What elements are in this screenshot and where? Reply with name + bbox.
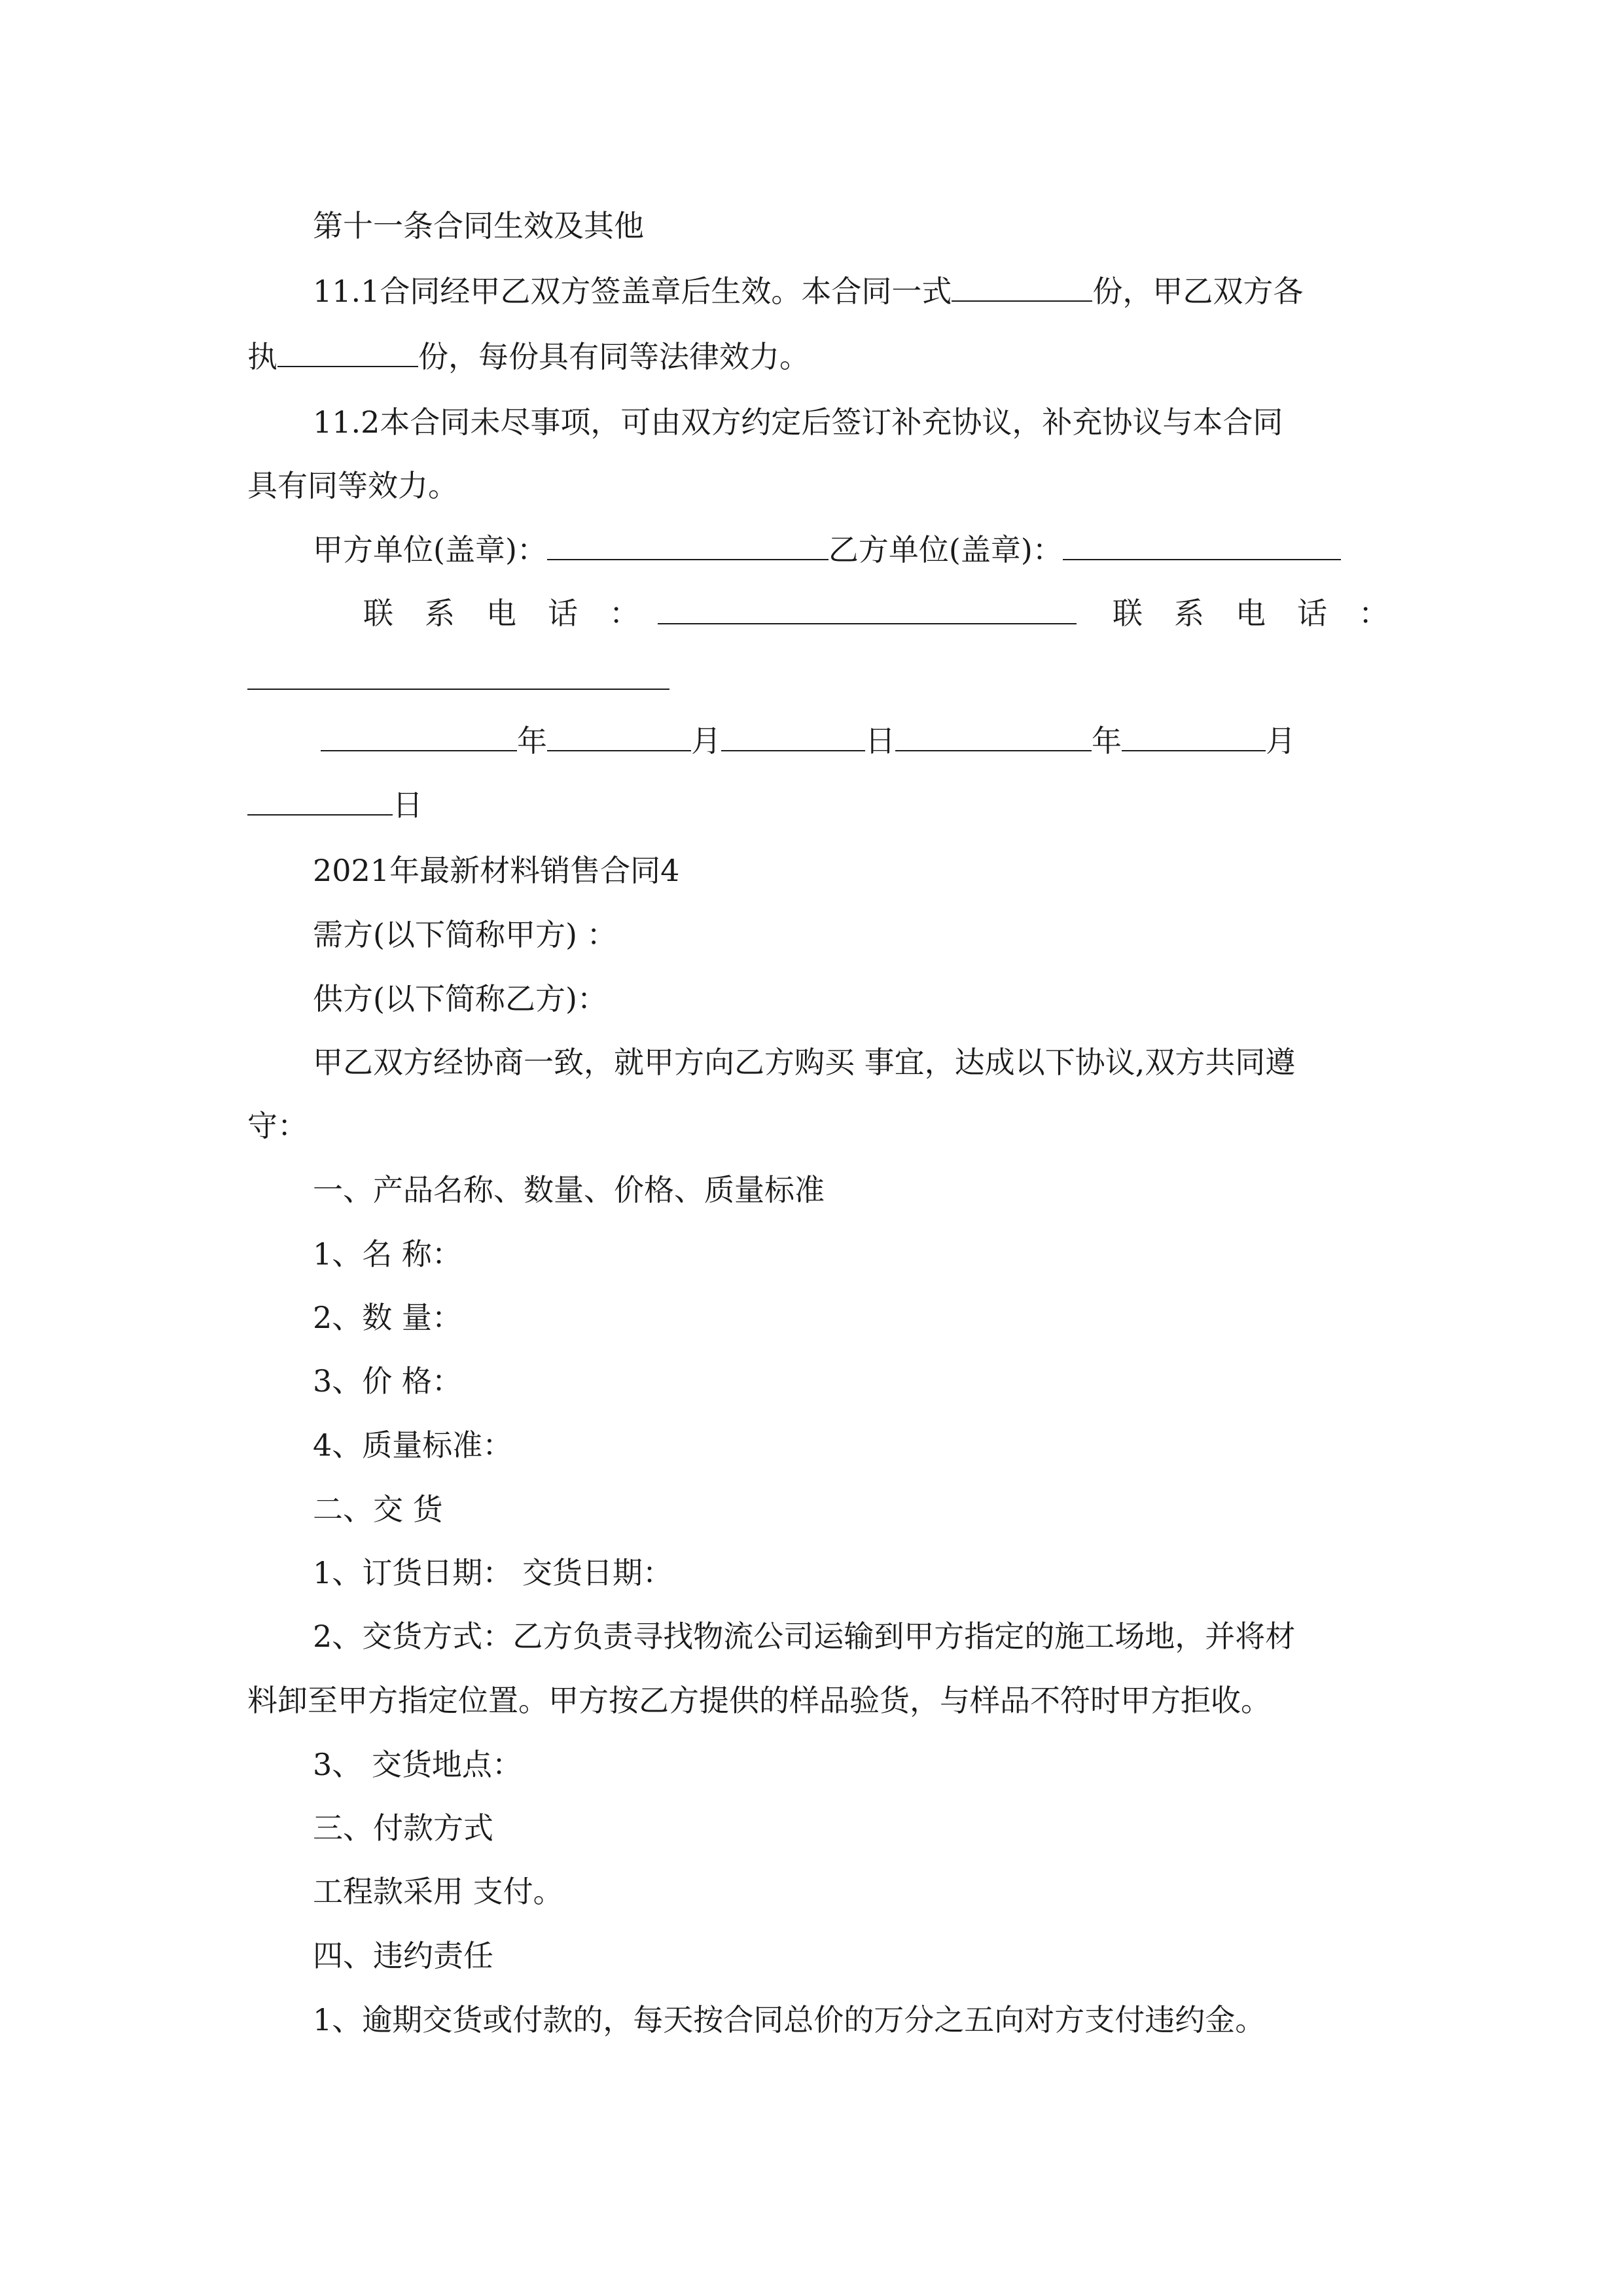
date-b-year-label: 年 (1092, 723, 1122, 759)
section-1-item-quality: 4、质量标准： (313, 1427, 513, 1463)
section-4-item-1: 1、逾期交货或付款的，每天按合同总价的万分之五向对方支付违约金。 (313, 2002, 1266, 2037)
date-b-day-label: 日 (393, 787, 423, 823)
party-b-unit-label: 乙方单位(盖章)： (828, 532, 1063, 567)
copies-total-blank[interactable] (952, 273, 1092, 302)
date-a-day-blank[interactable] (721, 723, 865, 751)
date-b-day-blank[interactable] (247, 787, 393, 816)
clause-11-1-text-d: 份，每份具有同等法律效力。 (418, 339, 810, 374)
contract-4-title: 2021年最新材料销售合同4 (313, 853, 680, 888)
section-1-item-quantity: 2、数 量： (313, 1300, 462, 1335)
date-a-month-label: 月 (691, 723, 721, 759)
date-b-month-blank[interactable] (1122, 723, 1266, 751)
date-a-year-label: 年 (517, 723, 547, 759)
party-a-unit-blank[interactable] (547, 531, 829, 560)
seller-line: 供方(以下简称乙方)： (313, 981, 607, 1016)
phone-b-label: 联系电话： (1113, 596, 1420, 631)
phone-a-label: 联系电话： (363, 596, 671, 631)
date-a-year-blank[interactable] (321, 723, 517, 751)
date-a-month-blank[interactable] (547, 723, 691, 751)
date-b-month-label: 月 (1266, 723, 1296, 759)
clause-11-2-line1: 11.2本合同未尽事项，可由双方约定后签订补充协议，补充协议与本合同 (313, 404, 1283, 440)
section-4-heading: 四、违约责任 (313, 1938, 493, 1973)
party-a-unit-label: 甲方单位(盖章)： (313, 532, 547, 567)
party-b-unit-blank[interactable] (1063, 531, 1341, 560)
phone-b-blank[interactable] (247, 661, 669, 690)
copies-each-blank[interactable] (277, 338, 418, 367)
clause-11-1-text-b: 份，甲乙双方各 (1092, 274, 1304, 309)
buyer-line: 需方(以下简称甲方) ： (313, 917, 617, 952)
section-1-item-name: 1、名 称： (313, 1236, 462, 1272)
date-line (321, 721, 1296, 761)
section-2-item-1: 1、订货日期： 交货日期： (313, 1555, 673, 1590)
clause-11-1-line1 (313, 272, 1303, 311)
section-1-item-price: 3、价 格： (313, 1363, 462, 1399)
section-2-heading: 二、交 货 (313, 1492, 443, 1527)
intro-line1: 甲乙双方经协商一致，就甲方向乙方购买 事宜，达成以下协议,双方共同遵 (313, 1045, 1296, 1080)
section-3-text: 工程款采用 支付。 (313, 1874, 563, 1909)
section-2-item-2-line2: 料卸至甲方指定位置。甲方按乙方提供的样品验货，与样品不符时甲方拒收。 (247, 1683, 1271, 1718)
date-b-year-blank[interactable] (895, 723, 1092, 751)
clause-11-1-text-c: 执 (247, 339, 277, 374)
section-1-heading: 一、产品名称、数量、价格、质量标准 (313, 1172, 825, 1208)
phone-a-blank[interactable] (658, 596, 1077, 624)
intro-line2: 守： (247, 1108, 308, 1143)
clause-11-1-line2 (247, 337, 810, 376)
section-2-item-2-line1: 2、交货方式：乙方负责寻找物流公司运输到甲方指定的施工场地，并将材 (313, 1619, 1296, 1654)
article-11-heading: 第十一条合同生效及其他 (313, 208, 644, 243)
date-a-day-label: 日 (865, 723, 895, 759)
date-line-2 (247, 785, 423, 825)
party-units-line (313, 530, 1341, 569)
clause-11-2-line2: 具有同等效力。 (247, 468, 458, 503)
clause-11-1-text-a: 11.1合同经甲乙双方签盖章后生效。本合同一式 (313, 274, 952, 309)
section-3-heading: 三、付款方式 (313, 1810, 493, 1846)
section-2-item-3: 3、 交货地点： (313, 1747, 522, 1782)
